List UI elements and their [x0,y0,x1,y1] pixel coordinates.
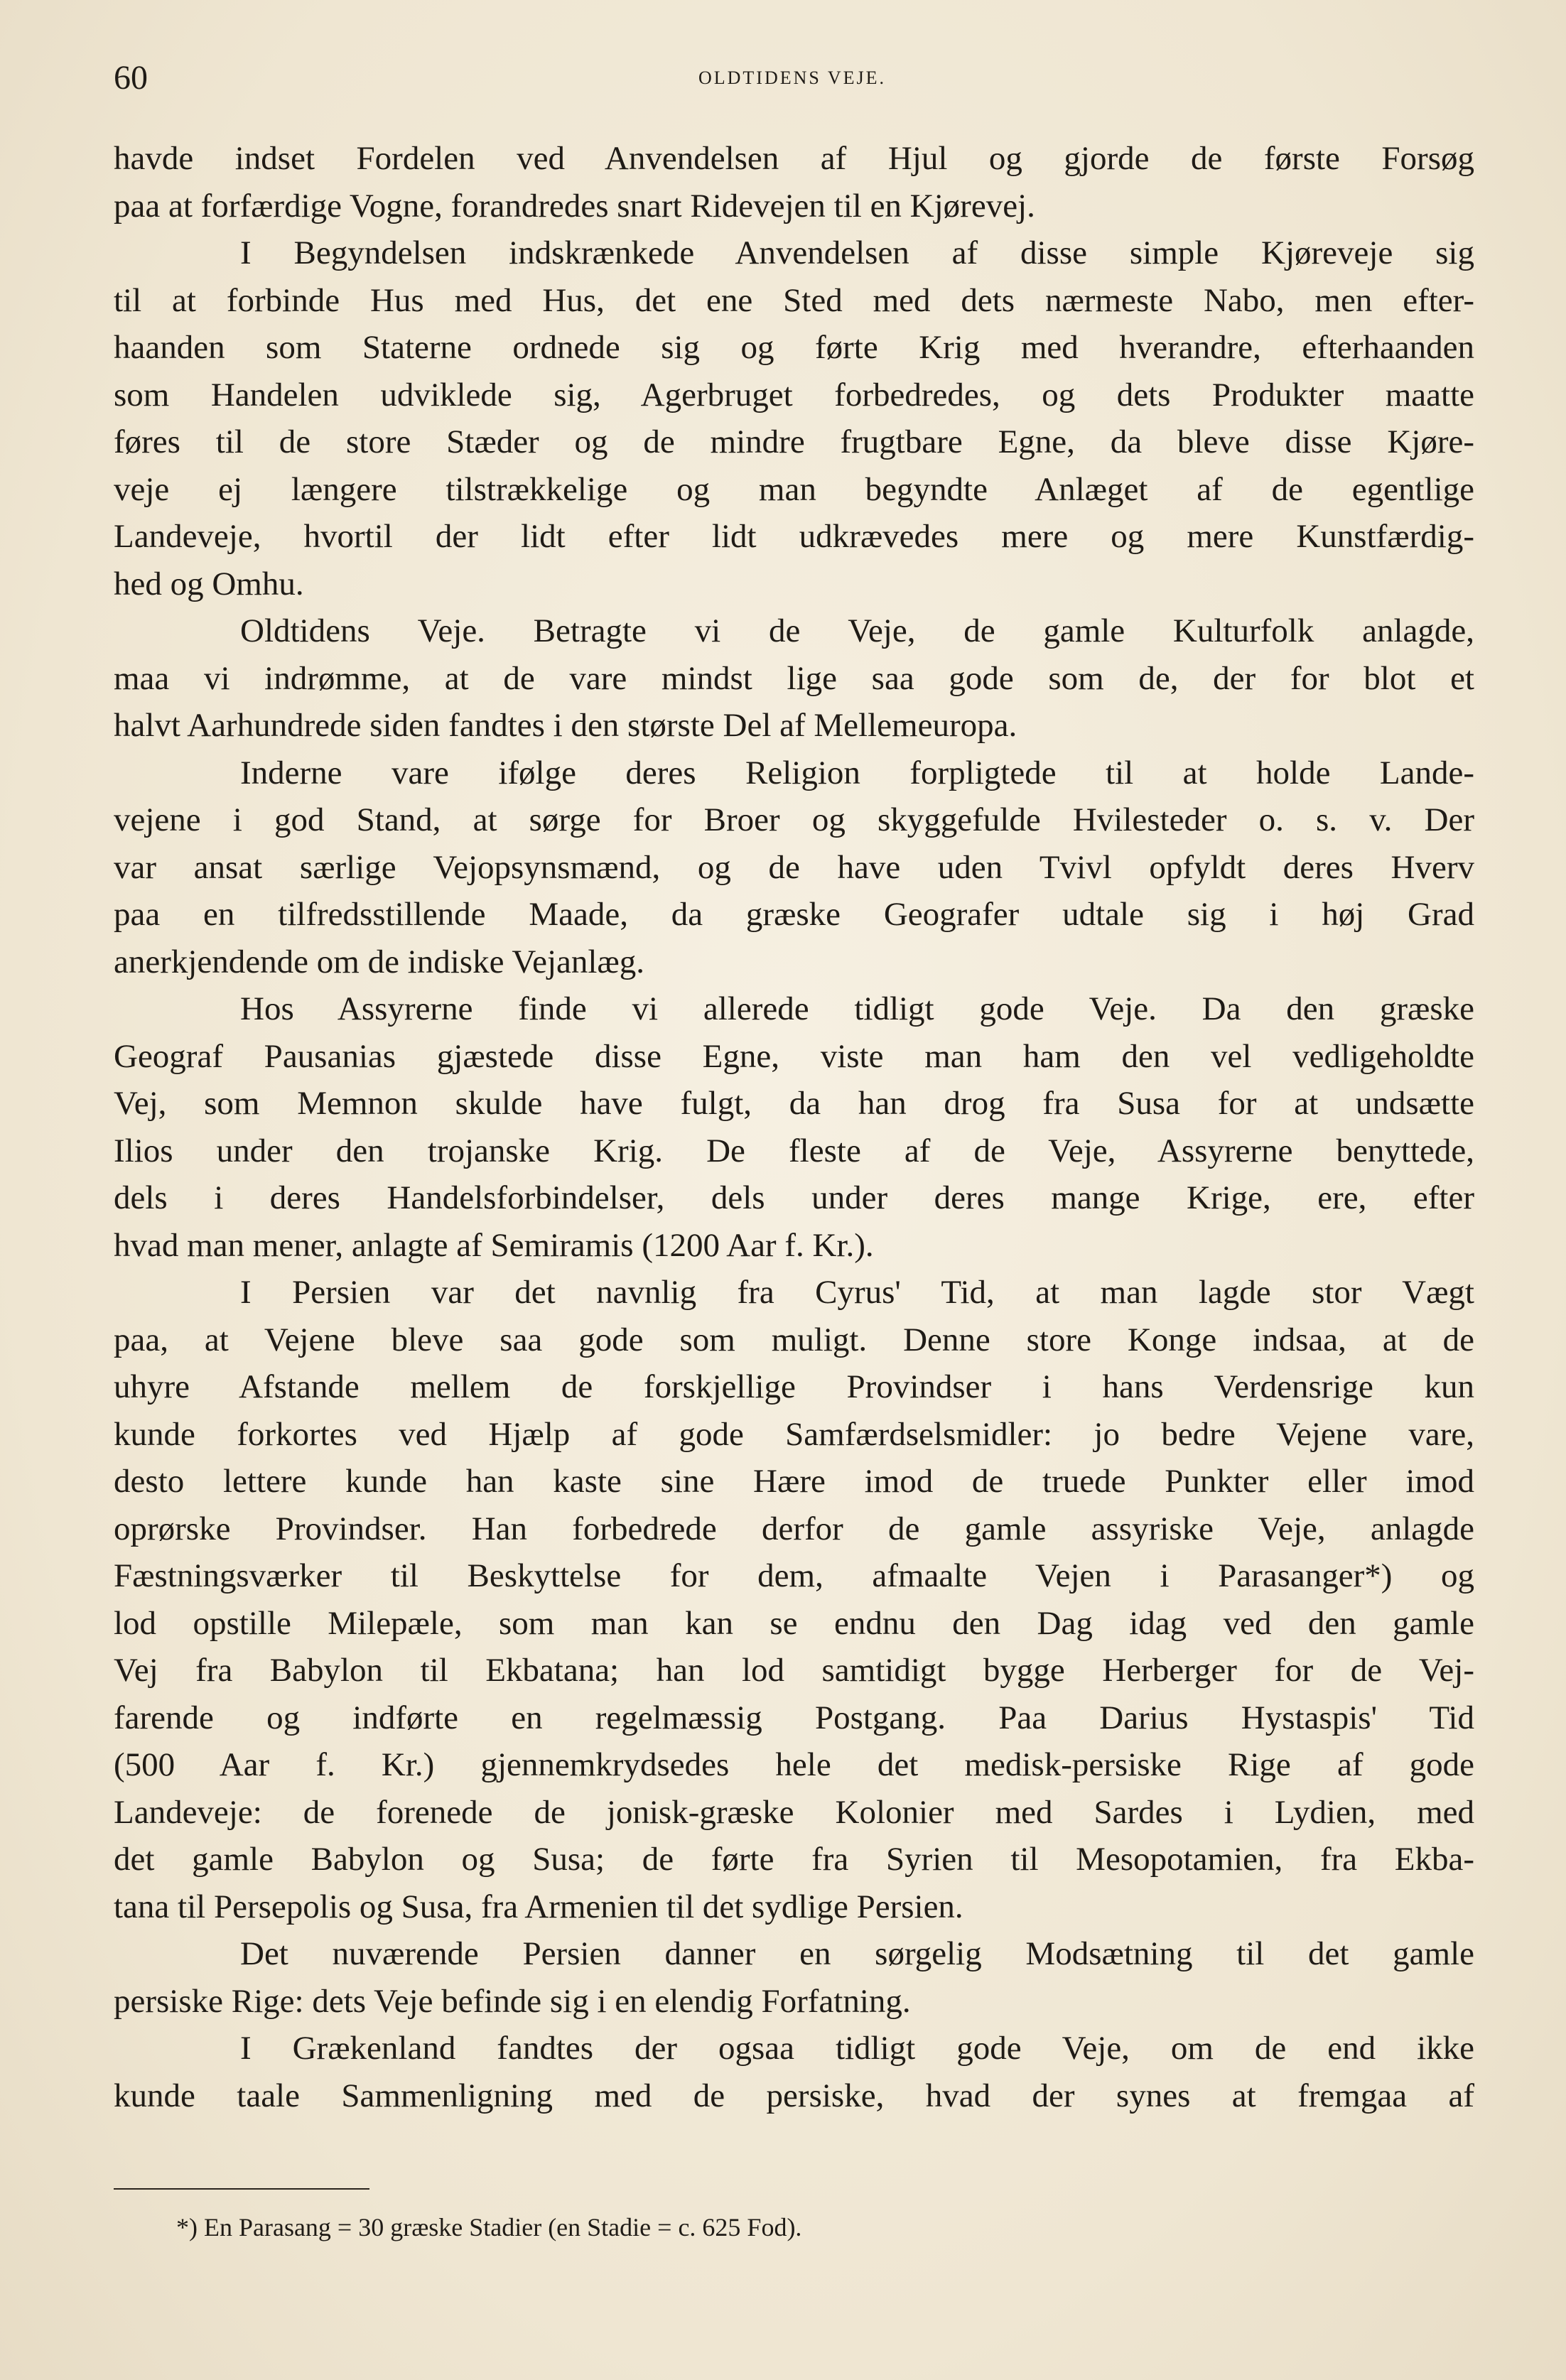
text-line: Vej fra Babylon til Ekbatana; han lod samtidigt bygge Herberger for de Vej- [114,1652,1474,1689]
text-line: paa en tilfredsstillende Maade, da græske Geografer udtale sig i høj Grad [114,896,1474,933]
page-header [114,50,1471,107]
text-line: Landeveje: de forenede de jonisk-græske Kolonier med Sardes i Lydien, med [114,1793,1474,1831]
paragraph-6 [114,1269,1474,1930]
text-line: føres til de store Stæder og de mindre frugtbare Egne, da bleve disse Kjøre- [114,423,1474,460]
text-line: kunde taale Sammenligning med de persiske, hvad der synes at fremgaa af [114,2077,1474,2114]
text-line: persiske Rige: dets Veje befinde sig i en elendig Forfatning. [114,1982,911,2020]
text-line: Ilios under den trojanske Krig. De fleste af de Veje, Assyrerne benyttede, [114,1132,1474,1169]
text-line: Vej, som Memnon skulde have fulgt, da han drog fra Susa for at undsætte [114,1085,1474,1122]
paragraph-5 [114,985,1474,1269]
paragraph-2 [114,229,1474,607]
paragraph-3 [114,607,1474,750]
paragraph-7 [114,1930,1474,2025]
text-line: veje ej længere tilstrækkelige og man begyndte Anlæget af de egentlige [114,470,1474,508]
text-line: det gamle Babylon og Susa; de førte fra Syrien til Mesopotamien, fra Ekba- [114,1841,1474,1878]
text-line: som Handelen udviklede sig, Agerbruget forbedredes, og dets Produkter maatte [114,376,1474,413]
text-line: farende og indførte en regelmæssig Postgang. Paa Darius Hystaspis' Tid [114,1699,1474,1736]
text-line: Oldtidens Veje. Betragte vi de Veje, de gamle Kulturfolk anlagde, [240,612,1474,649]
text-line: Landeveje, hvortil der lidt efter lidt udkrævedes mere og mere Kunstfærdig- [114,518,1474,555]
text-line: vejene i god Stand, at sørge for Broer og skyggefulde Hvilesteder o. s. v. Der [114,801,1474,838]
text-line: desto lettere kunde han kaste sine Hære imod de truede Punkter eller imod [114,1463,1474,1500]
text-line: I Begyndelsen indskrænkede Anvendelsen af disse simple Kjøreveje sig [240,234,1474,271]
text-line: I Persien var det navnlig fra Cyrus' Tid, at man lagde stor Vægt [240,1274,1474,1311]
text-line: hed og Omhu. [114,565,304,602]
text-line: lod opstille Milepæle, som man kan se endnu den Dag idag ved den gamle [114,1604,1474,1642]
text-line: uhyre Afstande mellem de forskjellige Provindser i hans Verdensrige kun [114,1368,1474,1405]
text-line: paa, at Vejene bleve saa gode som muligt. Denne store Konge indsaa, at de [114,1321,1474,1358]
text-line: oprørske Provindser. Han forbedrede derfor de gamle assyriske Veje, anlagde [114,1510,1474,1547]
text-line: var ansat særlige Vejopsynsmænd, og de have uden Tvivl opfyldt deres Hverv [114,848,1474,886]
text-line: til at forbinde Hus med Hus, det ene Sted med dets nærmeste Nabo, men efter- [114,281,1474,319]
text-line: I Grækenland fandtes der ogsaa tidligt gode Veje, om de end ikke [240,2030,1474,2067]
footnote-rule [114,2188,369,2190]
body-text [114,135,1474,2119]
text-line: Inderne vare ifølge deres Religion forpligtede til at holde Lande- [240,754,1474,791]
text-line: Hos Assyrerne finde vi allerede tidligt gode Veje. Da den græske [240,990,1474,1027]
text-line: (500 Aar f. Kr.) gjennemkrydsedes hele det medisk-persiske Rige af gode [114,1746,1474,1783]
text-line: Det nuværende Persien danner en sørgelig Modsætning til det gamle [240,1935,1474,1972]
text-line: kunde forkortes ved Hjælp af gode Samfærdselsmidler: jo bedre Vejene vare, [114,1415,1474,1453]
paragraph-8 [114,2025,1474,2119]
text-line: haanden som Staterne ordnede sig og førte Krig med hverandre, efterhaanden [114,329,1474,366]
text-line: paa at forfærdige Vogne, forandredes snart Ridevejen til en Kjørevej. [114,187,1035,225]
text-line: anerkjendende om de indiske Vejanlæg. [114,943,645,980]
text-line: halvt Aarhundrede siden fandtes i den største Del af Mellemeuropa. [114,707,1017,744]
running-head: OLDTIDENS VEJE. [698,67,887,88]
text-line: maa vi indrømme, at de vare mindst lige saa gode som de, der for blot et [114,659,1474,697]
text-line: havde indset Fordelen ved Anvendelsen af Hjul og gjorde de første Forsøg [114,140,1474,177]
footnote: *) En Parasang = 30 græske Stadier (en Stadie = c. 625 Fod). [176,2213,802,2241]
text-line: Fæstningsværker til Beskyttelse for dem, afmaalte Vejen i Parasanger*) og [114,1557,1474,1594]
paragraph-4 [114,750,1474,986]
paragraph-1 [114,135,1474,229]
text-line: hvad man mener, anlagte af Semiramis (1200 Aar f. Kr.). [114,1226,874,1264]
text-line: Geograf Pausanias gjæstede disse Egne, viste man ham den vel vedligeholdte [114,1037,1474,1075]
page-number: 60 [114,59,148,97]
text-line: dels i deres Handelsforbindelser, dels under deres mange Krige, ere, efter [114,1179,1474,1216]
text-line: tana til Persepolis og Susa, fra Armenien til det sydlige Persien. [114,1888,963,1925]
